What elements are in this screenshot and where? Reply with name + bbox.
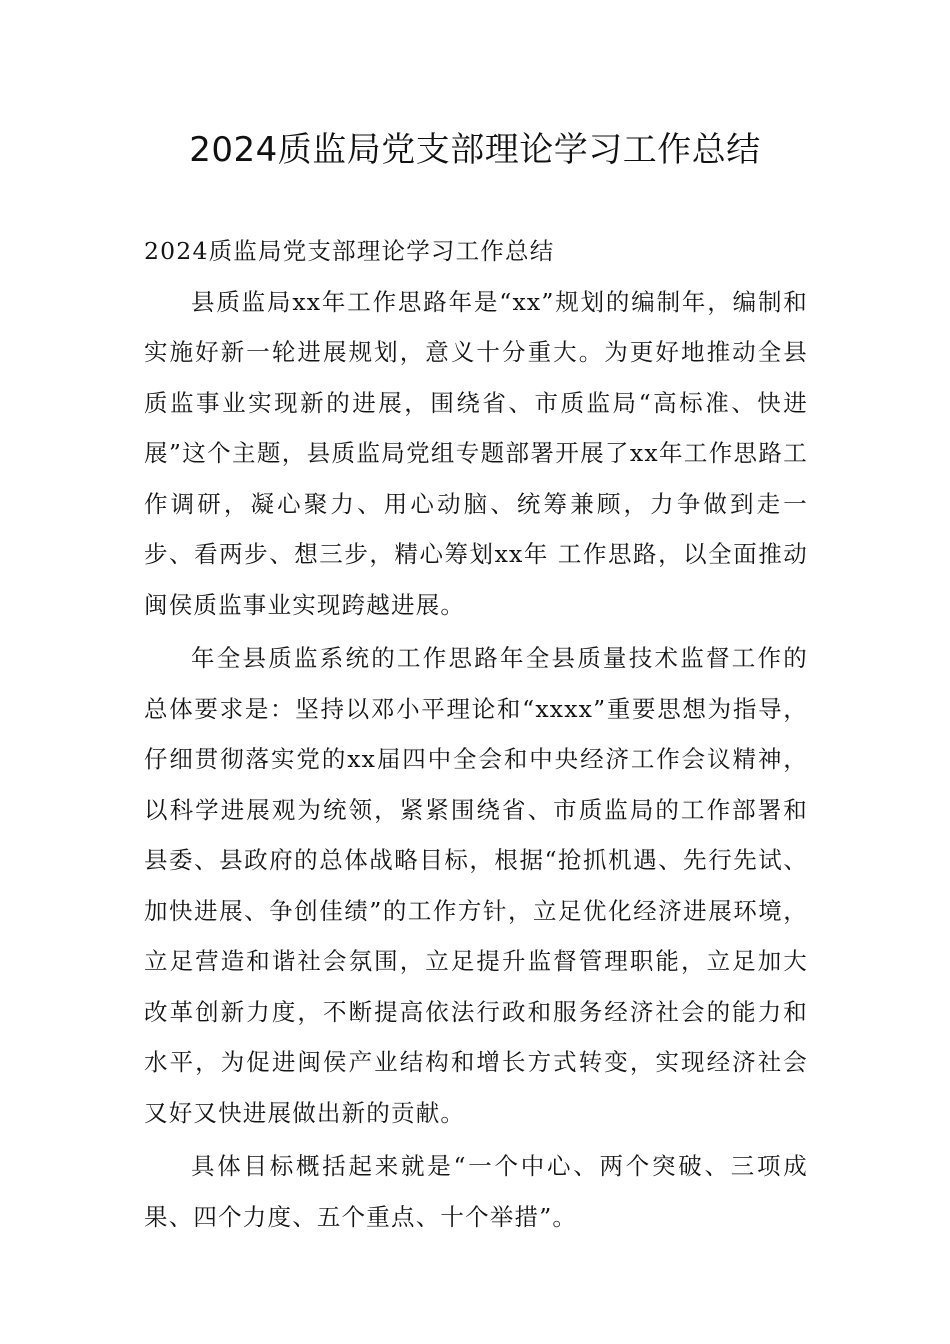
paragraph-3: 具体目标概括起来就是“一个中心、两个突破、三项成果、四个力度、五个重点、十个举措”。: [144, 1152, 808, 1231]
paragraph-1: 县质监局xx年工作思路年是“xx”规划的编制年，编制和实施好新一轮进展规划，意义十分重大。为更好地推动全县质监事业实现新的进展，围绕省、市质监局“高标准、快进展”这个主题，县质监局党组专题部署开展了xx年工作思路工作调研，凝心聚力、用心动脑、统筹兼顾，力争做到走一步、看两步、想三步，精心筹划xx年 工作思路，以全面推动闽侯质监事业实现跨越进展。: [144, 287, 808, 619]
document-title: 2024质监局党支部理论学习工作总结: [189, 130, 761, 170]
paragraph-2: 年全县质监系统的工作思路年全县质量技术监督工作的总体要求是：坚持以邓小平理论和“xxxx”重要思想为指导，仔细贯彻落实党的xx届四中全会和中央经济工作会议精神，以科学进展观为统领，紧紧围绕省、市质监局的工作部署和县委、县政府的总体战略目标，根据“抢抓机遇、先行先试、加快进展、争创佳绩”的工作方针，立足优化经济进展环境，立足营造和谐社会氛围，立足提升监督管理职能，立足加大改革创新力度，不断提高依法行政和服务经济社会的能力和水平，为促进闽侯产业结构和增长方式转变，实现经济社会又好又快进展做出新的贡献。: [144, 644, 808, 1127]
document-subtitle: 2024质监局党支部理论学习工作总结: [144, 237, 555, 265]
document-body: [144, 226, 808, 1245]
